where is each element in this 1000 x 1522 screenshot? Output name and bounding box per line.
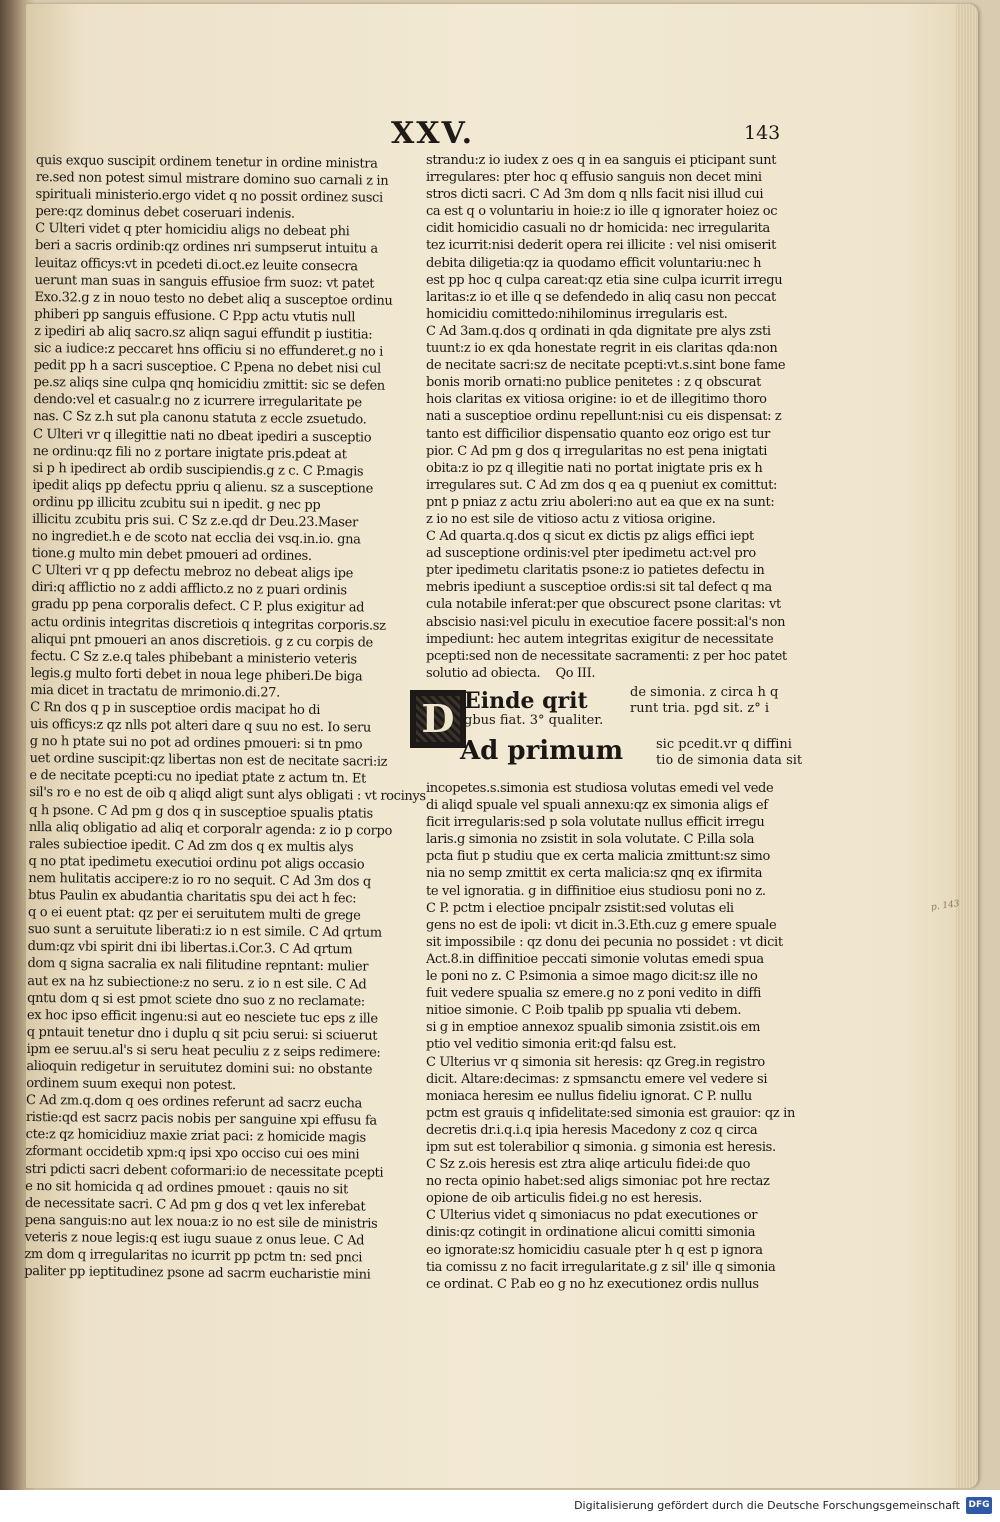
text-line: pedit pp h a sacri susceptioe. C P.pena no debet nisi cul xyxy=(33,358,381,377)
text-line: sil's ro e no est de oib q aliqd aligt sunt alys obligati : vt rocinys xyxy=(29,785,426,805)
text-line: laritas:z io et ille q se defendedo in aliq casu non peccat xyxy=(426,289,776,305)
text-line: gens no est de ipoli: vt dicit in.3.Eth.cuz g emere spuale xyxy=(426,917,777,933)
text-line: pctm est grauis q infidelitate:sed simonia est grauior: qz in xyxy=(426,1105,795,1121)
text-line: eo ignorate:sz homicidiu casuale pter h q est p ignora xyxy=(426,1242,763,1258)
text-line: ca est q o voluntariu in hoie:z io ille q ignorater hoiez oc xyxy=(426,204,778,220)
text-line: ristie:qd est sacrz pacis nobis per sanguine xpi effusu fa xyxy=(25,1110,377,1129)
text-line: zformant occidetib xpm:q ipsi xpo occiso cui oes mini xyxy=(25,1144,360,1163)
text-line: dum:qz vbi spirit dni ibi libertas.i.Cor.3. C Ad qrtum xyxy=(27,939,353,958)
text-line: C Ulteri vr q illegittie nati no dbeat ipediri a susceptio xyxy=(32,426,372,446)
initial-letter: D xyxy=(416,696,460,742)
text-line: stri pdicti sacri debent coformari:io de necessitate pcepti xyxy=(25,1161,384,1181)
text-line: ad susceptione ordinis:vel pter ipedimetu act:vel pro xyxy=(426,546,756,562)
text-line: g no h ptate sui no pot ad ordines pmoueri: si tn pmo xyxy=(29,734,363,753)
footer-bar xyxy=(0,1490,1000,1522)
text-line: aut ex na hz subiectione:z no seru. z io n est sile. C Ad xyxy=(27,973,367,993)
text-line: re.sed non potest simul mistrare domino suo carnali z in xyxy=(35,170,389,189)
text-line: beri a sacris ordinib:qz ordines nri sumpserut intuitu a xyxy=(34,238,378,258)
text-line: de necessitate sacri. C Ad pm g dos q vet lex inferebat xyxy=(24,1195,366,1215)
question-heading-subline: gbus fiat. 3° qualiter. xyxy=(464,713,604,728)
text-line: ordinem suum exequi non potest. xyxy=(26,1076,236,1094)
text-line: paliter pp ieptitudinez psone ad sacrm eucharistie mini xyxy=(24,1264,371,1283)
text-line: tia comissu z no facit irregularitate.g z sil' ille q simonia xyxy=(426,1259,776,1275)
page-fore-edge xyxy=(956,4,978,1488)
text-line: pere:qz dominus debet coseruari indenis. xyxy=(35,204,295,222)
text-line: z io no est sile de vitioso actu z vitiosa origine. xyxy=(426,511,716,527)
text-line: stros dicti sacri. C Ad 3m dom q nlls facit nisi illud cui xyxy=(426,187,764,203)
text-line: C Rn dos q p in susceptioe ordis macipat ho di xyxy=(30,699,321,719)
text-line: C Ulteri vr q pp defectu mebroz no debeat aligs ipe xyxy=(31,563,354,582)
text-line: C P. pctm i electioe pncipalr zsistit:sed volutas eli xyxy=(426,900,734,916)
text-line: tuunt:z io ex qda honestate regrit in eis claritas qda:non xyxy=(426,341,778,357)
funding-credit: Digitalisierung gefördert durch die Deutsche Forschungsgemeinschaft xyxy=(574,1499,960,1512)
text-line: hois claritas ex vitiosa origine: io et de illegitimo thoro xyxy=(426,392,767,408)
text-line: mia dicet in tractatu de mrimonio.di.27. xyxy=(30,682,280,701)
text-line: tione.g multo min debet pmoueri ad ordines. xyxy=(31,546,312,565)
page-number: 143 xyxy=(744,122,781,144)
text-line: C Ulterius videt q simoniacus no pdat executiones or xyxy=(426,1208,758,1224)
text-line: gradu pp pena corporalis defect. C P. plus exigitur ad xyxy=(31,597,365,616)
text-line: ex hoc ipso efficit ingenu:si aut eo nesciete tuc eps z ille xyxy=(26,1007,378,1027)
text-line: q no ptat ipedimetu executioi ordinu pot aligs occasio xyxy=(28,853,365,873)
text-line: q o ei euent ptat: qz per ei seruitutem multi de grege xyxy=(27,905,361,924)
text-line: pena sanguis:no aut lex noua:z io no est sile de ministris xyxy=(24,1212,378,1232)
text-line: phiberi pp sanguis effusione. C P.pp actu vtutis null xyxy=(34,306,356,326)
question-heading-aside: de simonia. z circa h q runt tria. pgd sit. z° i xyxy=(630,685,779,716)
running-head xyxy=(26,116,978,152)
text-line: nem hulitatis accipere:z io ro no sequit. C Ad 3m dos q xyxy=(28,870,371,890)
text-line: est pp hoc q culpa careat:qz etia sine culpa icurrit irregu xyxy=(426,272,783,288)
text-line: laris.g simonia no zsistit in sola volutate. C P.illa sola xyxy=(426,832,755,848)
text-line: pe.sz aliqs sine culpa qnq homicidiu zmittit: sic se defen xyxy=(33,375,385,394)
text-line: cidit homicidio casuali no dr homicida: nec irregularita xyxy=(426,221,770,237)
text-line: pnt p pniaz z actu zriu aboleri:no aut ea que ex na sunt: xyxy=(426,494,775,510)
text-line: ne ordinu:qz fili no z portare inigtate pris.pdeat at xyxy=(32,443,347,462)
text-line: nia no semp zmittit ex certa malicia:sz qnq ex ifirmita xyxy=(426,866,763,882)
text-line: le poni no z. C P.simonia a simoe mago dicit:sz ille no xyxy=(426,969,758,985)
text-line: C Ulteri videt q pter homicidiu aligs no debeat phi xyxy=(35,221,350,240)
decorated-initial xyxy=(410,690,466,748)
right-text-column-top xyxy=(426,152,796,682)
text-line: pcepti:sed non de necessitate sacramenti: z per hoc patet xyxy=(426,648,787,664)
text-line: impediunt: hec autem integritas exigitur de necessitate xyxy=(426,631,774,647)
text-line: dinis:qz cotingit in ordinatione alicui comitti simonia xyxy=(426,1225,756,1241)
text-line: suo sunt a seruitute liberati:z io n est simile. C Ad qrtum xyxy=(27,922,382,941)
text-line: C Ulterius vr q simonia sit heresis: qz Greg.in registro xyxy=(426,1054,765,1070)
question-heading: Einde qrit xyxy=(464,688,588,714)
text-line: uerunt man suas in sanguis effusioe frm suoz: vt patet xyxy=(34,272,375,292)
text-line: nas. C Sz z.h sut pla canonu statuta z eccle zsuetudo. xyxy=(33,409,367,428)
text-line: uis officys:z qz nlls pot alteri dare q suu no est. Io seru xyxy=(29,717,372,736)
text-line: si p h ipedirect ab ordib suscipiendis.g z c. C P.magis xyxy=(32,460,364,480)
text-line: opione de oib articulis fidei.g no est heresis. xyxy=(426,1191,702,1207)
text-line: no recta opinio habet:sed aligs simoniac pot hre rectaz xyxy=(426,1174,770,1190)
text-line: q pntauit tenetur dno i duplu q sit pciu serui: si sciuerut xyxy=(26,1024,378,1044)
text-line: C Ad quarta.q.dos q sicut ex dictis pz aligs effici iept xyxy=(426,529,754,545)
text-line: incopetes.s.simonia est studiosa volutas emedi vel vede xyxy=(426,781,774,796)
ad-primum-heading: Ad primum xyxy=(460,736,624,766)
text-line: dom q signa sacralia ex nali filitudine repntant: mulier xyxy=(27,956,369,975)
text-line: e no sit homicida q ad ordines pmouet : qauis no sit xyxy=(25,1178,348,1197)
book-page xyxy=(26,4,978,1488)
text-line: ce ordinat. C P.ab eo g no hz executionez ordis nullus xyxy=(426,1276,759,1292)
text-line: rales subiectioe ipedit. C Ad zm dos q ex multis alys xyxy=(28,836,354,856)
text-line: qntu dom q si est pmot sciete dno suo z no reclamate: xyxy=(27,990,365,1010)
text-line: alioquin redigetur in seruitutez domini sui: no obstante xyxy=(26,1058,373,1078)
text-line: illicitu zcubitu pris sui. C Sz z.e.qd dr Deu.23.Maser xyxy=(32,511,358,531)
text-line: ordinu pp illicitu zcubitu sui n ipedit. g nec pp xyxy=(32,494,321,513)
text-line: fuit vedere spualia sz emere.g no z poni vedito in diffi xyxy=(426,986,762,1002)
text-line: aliqui pnt pmoueri an anos discretiois. g z cu corpis de xyxy=(30,631,374,651)
text-line: mebris ipediunt a susceptioe ordis:si sit tal defect q ma xyxy=(426,580,772,596)
text-line: irregulares sut. C Ad zm dos q ea q pueniut ex comittut: xyxy=(426,477,778,493)
text-line: dicit. Altare:decimas: z spmsanctu emere vel vedere si xyxy=(426,1071,768,1087)
ad-primum-aside: sic pcedit.vr q diffini tio de simonia data sit xyxy=(656,737,803,768)
text-line: debita diligetia:qz ia quodamo efficit voluntariu:nec h xyxy=(426,255,762,271)
text-line: nitioe simonie. C P.oib tpalib pp spualia vti debem. xyxy=(426,1003,742,1019)
text-line: btus Paulin ex abudantia charitatis spu dei act h fec: xyxy=(28,887,357,907)
text-line: cula notabile inferat:per que obscurect psone claritas: vt xyxy=(426,597,781,613)
text-line: no ingrediet.h e de scoto nat ecclia dei vsq.in.io. gna xyxy=(31,529,361,548)
text-line: decretis dr.i.q.i.q ipia heresis Macedony z coz q circa xyxy=(426,1122,758,1138)
text-line: tez icurrit:nisi dederit opera rei illicite : vel nisi omiserit xyxy=(426,238,776,254)
text-line: e de necitate pcepti:cu no ipediat ptate z actum tn. Et xyxy=(29,768,367,787)
text-line: q h psone. C Ad pm g dos q in susceptioe spualis ptatis xyxy=(29,802,373,822)
text-line: pter ipedimetu claritatis psone:z io patietes defectu in xyxy=(426,563,765,579)
text-line: leuitaz officys:vt in pcedeti di.oct.ez leuite consecra xyxy=(34,255,358,274)
right-text-column-bottom xyxy=(426,780,796,1293)
text-line: tanto est difficilior dispensatio quanto eoz origo est tur xyxy=(426,426,770,442)
text-line: si g in emptioe annexoz spualib simonia zsistit.ois em xyxy=(426,1020,761,1036)
text-line: ptio vel veditio simonia erit:qd falsu est. xyxy=(426,1037,677,1053)
text-line: zm dom q irregularitas no icurrit pp pctm tn: sed pnci xyxy=(24,1246,363,1266)
text-line: irregulares: pter hoc q effusio sanguis non decet mini xyxy=(426,170,762,186)
text-line: actu ordinis integritas discretiois q integritas corporis.sz xyxy=(30,614,386,634)
text-line: uet ordine suscipit:qz libertas non est de necitate sacri:iz xyxy=(29,751,388,770)
text-line: di aliqd spuale vel spuali annexu:qz ex simonia aligs ef xyxy=(426,798,768,814)
text-line: Exo.32.g z in nouo testo no debet aliq a susceptoe ordinu xyxy=(34,289,393,309)
text-line: strandu:z io iudex z oes q in ea sanguis ei pticipant sunt xyxy=(426,153,777,168)
text-line: dendo:vel et casualr.g no z icurrere irregularitate pe xyxy=(33,392,362,411)
text-line: spirituali ministerio.ergo videt q no possit ordinez susci xyxy=(35,187,383,206)
left-text-column xyxy=(24,152,426,1284)
text-line: ipm sut est tolerabilior q simonia. g simonia est heresis. xyxy=(426,1139,776,1155)
text-line: nlla aliq obligatio ad aliq et corporalr agenda: z io p corpo xyxy=(28,819,393,839)
text-line: ipm ee seruu.al's si seru heat peculiu z z seips redimere: xyxy=(26,1041,381,1061)
text-line: pcta fiut p studiu que ex certa malicia zmittunt:sz simo xyxy=(426,849,770,865)
text-line: veteris z noue legis:q est iugu suaue z onus leue. C Ad xyxy=(24,1229,365,1249)
page-title: XXV. xyxy=(391,116,475,151)
text-line: C Sz z.ois heresis est ztra aliqe articulu fidei:de quo xyxy=(426,1157,751,1173)
text-line: Act.8.in diffinitioe peccati simonie volutas emedi spua xyxy=(426,951,764,967)
text-line: C Ad zm.q.dom q oes ordines referunt ad sacrz eucha xyxy=(25,1093,363,1112)
text-line: nati a susceptioe ordinu repellunt:nisi cu eis dispensat: z xyxy=(426,409,782,425)
text-line: moniaca heresim ee nullus fideliu ignorat. C P. nullu xyxy=(426,1088,752,1104)
text-line: C Ad 3am.q.dos q ordinati in qda dignitate pre alys zsti xyxy=(426,323,771,339)
text-line: de necitate sacri:sz de necitate pcepti:vt.s.sint bone fame xyxy=(426,358,786,374)
text-line: sic a iudice:z peccaret hns officiu si no effunderet.g no i xyxy=(33,341,384,360)
margin-note: p. 143 xyxy=(930,899,961,913)
text-line: abscisio nasi:vel piculu in executioe facere possit:al's non xyxy=(426,614,786,630)
text-line: sit impossibile : qz donu dei pecunia no possidet : vt dicit xyxy=(426,934,783,950)
text-line: pior. C Ad pm g dos q irregularitas no est pena inigtati xyxy=(426,443,768,459)
text-line: homicidiu comittedo:nihilominus irregularis est. xyxy=(426,306,728,322)
text-line: legis.g multo forti debet in noua lege phiberi.De biga xyxy=(30,665,363,685)
text-line: ficit irregularis:sed p sola volutate nullus efficit irregu xyxy=(426,815,765,831)
text-line: te vel ignoratia. g in diffinitioe eius studiosu poni no z. xyxy=(426,883,766,899)
text-line: solutio ad obiecta. Qo III. xyxy=(426,665,596,681)
text-line: cte:z qz homicidiuz maxie zriat paci: z homicide magis xyxy=(25,1127,366,1146)
text-line: obita:z io pz q illegitie nati no portat inigtate pris ex h xyxy=(426,460,763,476)
text-line: z ipediri ab aliq sacro.sz aliqn sagui effundit p iustitia: xyxy=(34,323,373,343)
text-line: quis exquo suscipit ordinem tenetur in ordine ministra xyxy=(35,152,378,172)
text-line: diri:q afflictio no z addi afflicto.z no z puari ordinis xyxy=(31,580,347,599)
text-line: ipedit aliqs pp defectu ppriu q alienu. sz a susceptione xyxy=(32,477,374,497)
text-line: fectu. C Sz z.e.q tales phibebant a ministerio veteris xyxy=(30,648,357,668)
text-line: bonis morib ornati:no publice penitetes : z q obscurat xyxy=(426,375,762,391)
dfg-logo: DFG xyxy=(966,1497,992,1514)
